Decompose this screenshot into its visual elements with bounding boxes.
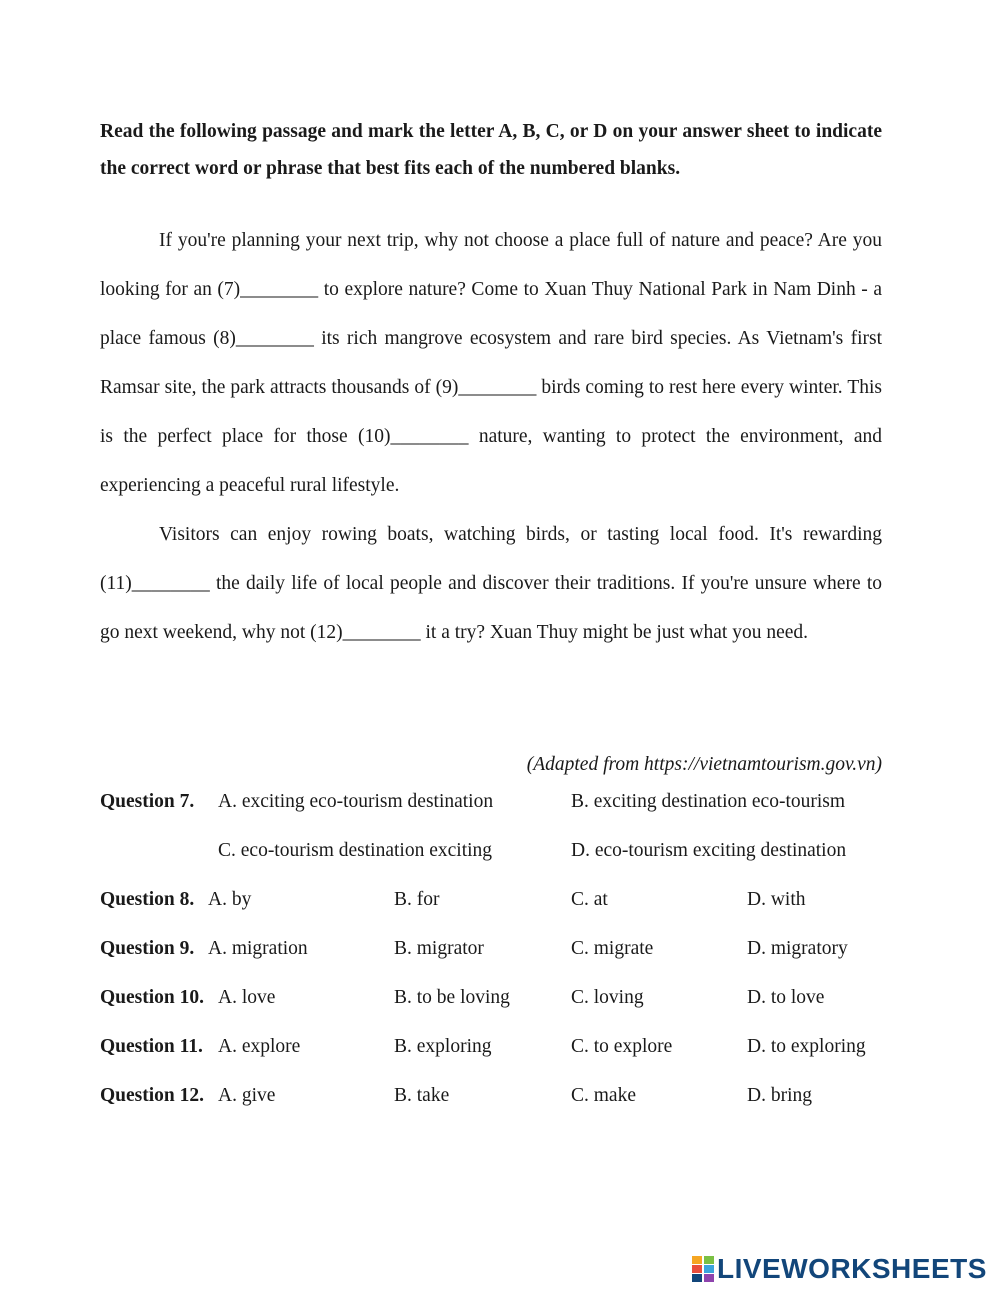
question-7-label: Question 7.: [100, 791, 195, 812]
question-7-option-b[interactable]: B. exciting destination eco-tourism: [571, 791, 846, 812]
question-12-option-b[interactable]: B. take: [394, 1085, 450, 1106]
question-7-option-d[interactable]: D. eco-tourism exciting destination: [571, 840, 847, 861]
question-12-option-c[interactable]: C. make: [571, 1085, 636, 1106]
question-12-option-a[interactable]: A. give: [218, 1085, 276, 1106]
liveworksheets-logo[interactable]: [692, 1252, 987, 1286]
question-11-option-a[interactable]: A. explore: [218, 1036, 301, 1057]
passage-paragraph-2: Visitors can enjoy rowing boats, watching birds, or tasting local food. It's rewarding (11)________ the daily life of local people and discover their traditions. If you're unsure where to go next weekend, why not (12)________ it a try? Xuan Thuy might be just what you need.: [100, 524, 882, 643]
question-11-label: Question 11.: [100, 1036, 203, 1057]
question-8-option-d[interactable]: D. with: [747, 889, 806, 910]
question-7-option-a[interactable]: A. exciting eco-tourism destination: [218, 791, 494, 812]
question-8-option-a[interactable]: A. by: [208, 889, 252, 910]
question-12-label: Question 12.: [100, 1085, 205, 1106]
question-8-option-b[interactable]: B. for: [394, 889, 440, 910]
passage-paragraph-1: If you're planning your next trip, why not choose a place full of nature and peace? Are you looking for an (7)________ to explore nature? Come to Xuan Thuy National Park in Nam Dinh - a place famous (8)________ its rich mangrove ecosystem and rare bird species. As Vietnam's first Ramsar site, the park attracts thousands of (9)________ birds coming to rest here every winter. This is the perfect place for those (10)________ nature, wanting to protect the environment, and experiencing a peaceful rural lifestyle.: [100, 230, 882, 496]
question-8-option-c[interactable]: C. at: [571, 889, 608, 910]
question-9-option-c[interactable]: C. migrate: [571, 938, 654, 959]
question-8-label: Question 8.: [100, 889, 195, 910]
question-10-option-b[interactable]: B. to be loving: [394, 987, 510, 1008]
question-9-option-d[interactable]: D. migratory: [747, 938, 848, 959]
question-10-option-d[interactable]: D. to love: [747, 987, 825, 1008]
liveworksheets-logo-text: LIVEWORKSHEETS: [717, 1253, 987, 1284]
question-11-option-b[interactable]: B. exploring: [394, 1036, 492, 1057]
question-10-option-a[interactable]: A. love: [218, 987, 276, 1008]
question-9-option-b[interactable]: B. migrator: [394, 938, 484, 959]
source-citation: (Adapted from https://vietnamtourism.gov.vn): [526, 754, 882, 775]
question-12-option-d[interactable]: D. bring: [747, 1085, 812, 1106]
instruction-text: Read the following passage and mark the letter A, B, C, or D on your answer sheet to indicate the correct word or phrase that best fits each of the numbered blanks.: [100, 121, 882, 179]
reading-passage: [100, 216, 882, 657]
question-11-option-d[interactable]: D. to exploring: [747, 1036, 866, 1057]
question-10-option-c[interactable]: C. loving: [571, 987, 644, 1008]
question-9-option-a[interactable]: A. migration: [208, 938, 308, 959]
question-11-option-c[interactable]: C. to explore: [571, 1036, 673, 1057]
question-9-label: Question 9.: [100, 938, 195, 959]
question-7-option-c[interactable]: C. eco-tourism destination exciting: [218, 840, 493, 861]
liveworksheets-logo-icon: [692, 1256, 714, 1282]
question-10-label: Question 10.: [100, 987, 205, 1008]
